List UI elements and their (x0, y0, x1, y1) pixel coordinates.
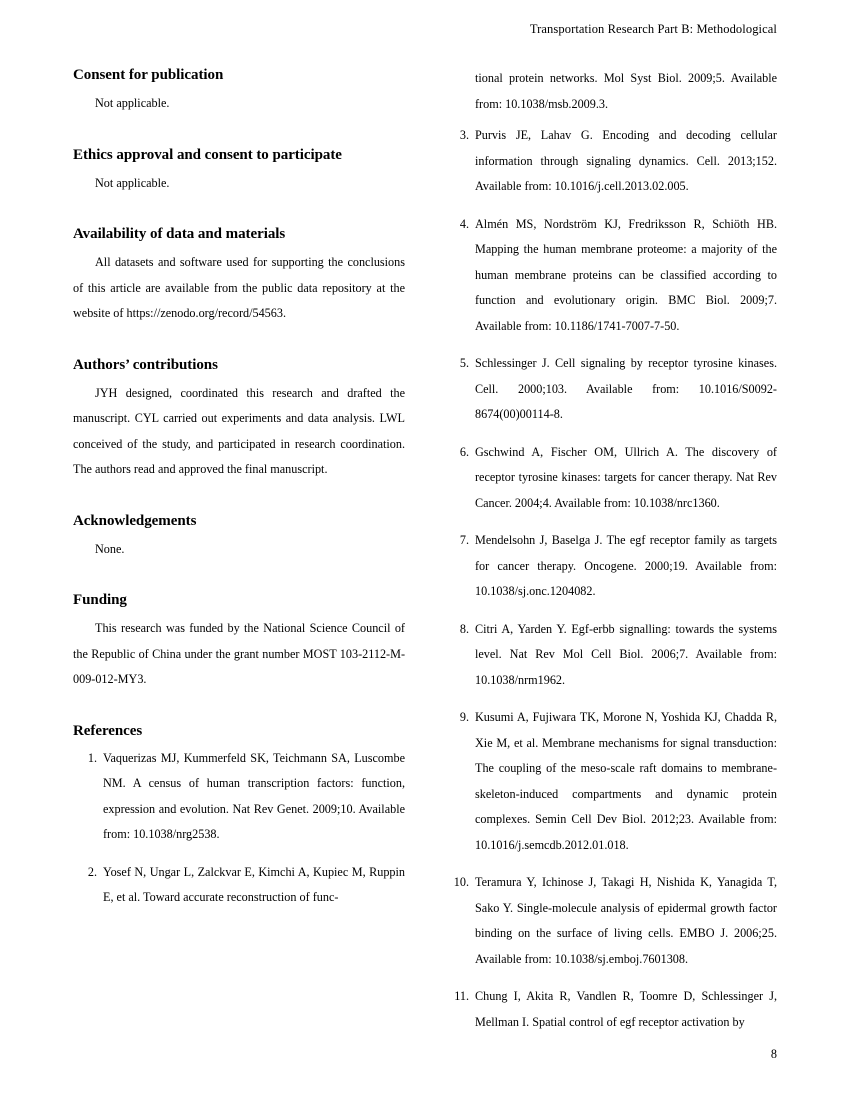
page-number: 8 (770, 1047, 777, 1061)
section-body: Not applicable. (95, 175, 170, 190)
left-column (73, 66, 405, 1026)
reference-text: Vaquerizas MJ, Kummerfeld SK, Teichmann SA, Luscombe NM. A census of human transcription factors: function, expression and evolution. Nat Rev Genet. 2009;10. Available from: 10.1038/nrg2538. (103, 750, 405, 841)
reference-number: 2. (87, 864, 97, 879)
section-body: Not applicable. (95, 96, 170, 110)
reference-item (445, 705, 777, 858)
section-heading: Ethics approval and consent to participate (73, 146, 342, 163)
reference-number: 1. (87, 750, 97, 765)
reference-item (445, 440, 777, 517)
section-references (73, 722, 405, 911)
references-heading: References (73, 722, 143, 739)
reference-item (445, 617, 777, 694)
section-body: All datasets and software used for supporting the conclusions of this article are available from the public data repository at the website of https://zenodo.org/record/54563. (73, 255, 405, 320)
reference-number: 11. (454, 989, 469, 1003)
section-body: This research was funded by the National Science Council of the Republic of China under the grant number MOST 103-2112-M-009-012-MY3. (73, 621, 405, 686)
section-ethics-approval (73, 146, 405, 197)
section-heading: Authors’ contributions (73, 356, 218, 373)
reference-number: 9. (459, 710, 469, 724)
right-column (445, 66, 777, 1029)
section-authors-contributions (73, 356, 405, 483)
two-column-body (73, 66, 777, 1029)
section-acknowledgements (73, 512, 405, 563)
reference-number: 4. (459, 216, 469, 231)
reference-item (73, 860, 405, 911)
reference-item (445, 351, 777, 428)
reference-text: Almén MS, Nordström KJ, Fredriksson R, Schiöth HB. Mapping the human membrane proteome: a majority of the human membrane proteins can be classified according to function and evolutionary origin. BMC Biol. 2009;7. Available from: 10.1186/1741-7007-7-50. (475, 216, 777, 333)
reference-number: 8. (459, 621, 469, 636)
reference-number: 7. (459, 533, 469, 547)
section-heading: Availability of data and materials (73, 226, 286, 242)
reference-text: Gschwind A, Fischer OM, Ullrich A. The discovery of receptor tyrosine kinases: targets for cancer therapy. Nat Rev Cancer. 2004;4. Available from: 10.1038/nrc1360. (475, 444, 777, 510)
section-availability-of-data (73, 225, 405, 327)
reference-text: Yosef N, Ungar L, Zalckvar E, Kimchi A, Kupiec M, Ruppin E, et al. Toward accurate reconstruction of func- (103, 864, 405, 904)
reference-text: Mendelsohn J, Baselga J. The egf receptor family as targets for cancer therapy. Oncogene. 2000;19. Available from: 10.1038/sj.onc.1204082. (475, 533, 777, 598)
reference-item (73, 746, 405, 848)
reference-item (445, 212, 777, 340)
section-heading: Funding (73, 592, 127, 608)
reference-number: 10. (453, 875, 469, 889)
reference-number: 3. (459, 128, 469, 142)
section-body: JYH designed, coordinated this research and drafted the manuscript. CYL carried out experiments and data analysis. LWL conceived of the study, and participated in research coordination. The authors read and approved the final manuscript. (73, 385, 405, 476)
reference-continuation-text: tional protein networks. Mol Syst Biol. 2009;5. Available from: 10.1038/msb.2009.3. (475, 71, 777, 111)
reference-text: Citri A, Yarden Y. Egf-erbb signalling: towards the systems level. Nat Rev Mol Cell Biol. 2006;7. Available from: 10.1038/nrm1962. (475, 621, 777, 687)
reference-text: Schlessinger J. Cell signaling by receptor tyrosine kinases. Cell. 2000;103. Available from: 10.1016/S0092-8674(00)00114-8. (475, 356, 777, 421)
reference-text: Purvis JE, Lahav G. Encoding and decoding cellular information through signaling dynamics. Cell. 2013;152. Available from: 10.1016/j.cell.2013.02.005. (475, 128, 777, 193)
reference-item (445, 984, 777, 1035)
reference-list-left (73, 746, 405, 911)
section-heading: Consent for publication (73, 67, 224, 83)
reference-item (445, 870, 777, 972)
section-funding (73, 591, 405, 693)
reference-text: Kusumi A, Fujiwara TK, Morone N, Yoshida KJ, Chadda R, Xie M, et al. Membrane mechanisms for signal transduction: The coupling of the meso-scale raft domains to membrane-skeleton-induced compartments and dynamic protein complexes. Semin Cell Dev Biol. 2012;23. Available from: 10.1016/j.semcdb.2012.01.018. (475, 710, 777, 852)
reference-text: Teramura Y, Ichinose J, Takagi H, Nishida K, Yanagida T, Sako Y. Single-molecule analysis of epidermal growth factor binding on the surface of living cells. EMBO J. 2006;25. Available from: 10.1038/sj.emboj.7601308. (475, 875, 777, 966)
section-heading: Acknowledgements (73, 512, 197, 529)
reference-number: 6. (459, 444, 469, 459)
section-consent-for-publication (73, 66, 405, 117)
reference-text: Chung I, Akita R, Vandlen R, Toomre D, Schlessinger J, Mellman I. Spatial control of egf receptor activation by (475, 989, 777, 1029)
reference-number: 5. (459, 356, 469, 370)
reference-item (445, 528, 777, 605)
reference-list-right (445, 123, 777, 1035)
reference-item (445, 123, 777, 200)
running-head: Transportation Research Part B: Methodological (529, 22, 777, 36)
section-body: None. (95, 541, 125, 556)
